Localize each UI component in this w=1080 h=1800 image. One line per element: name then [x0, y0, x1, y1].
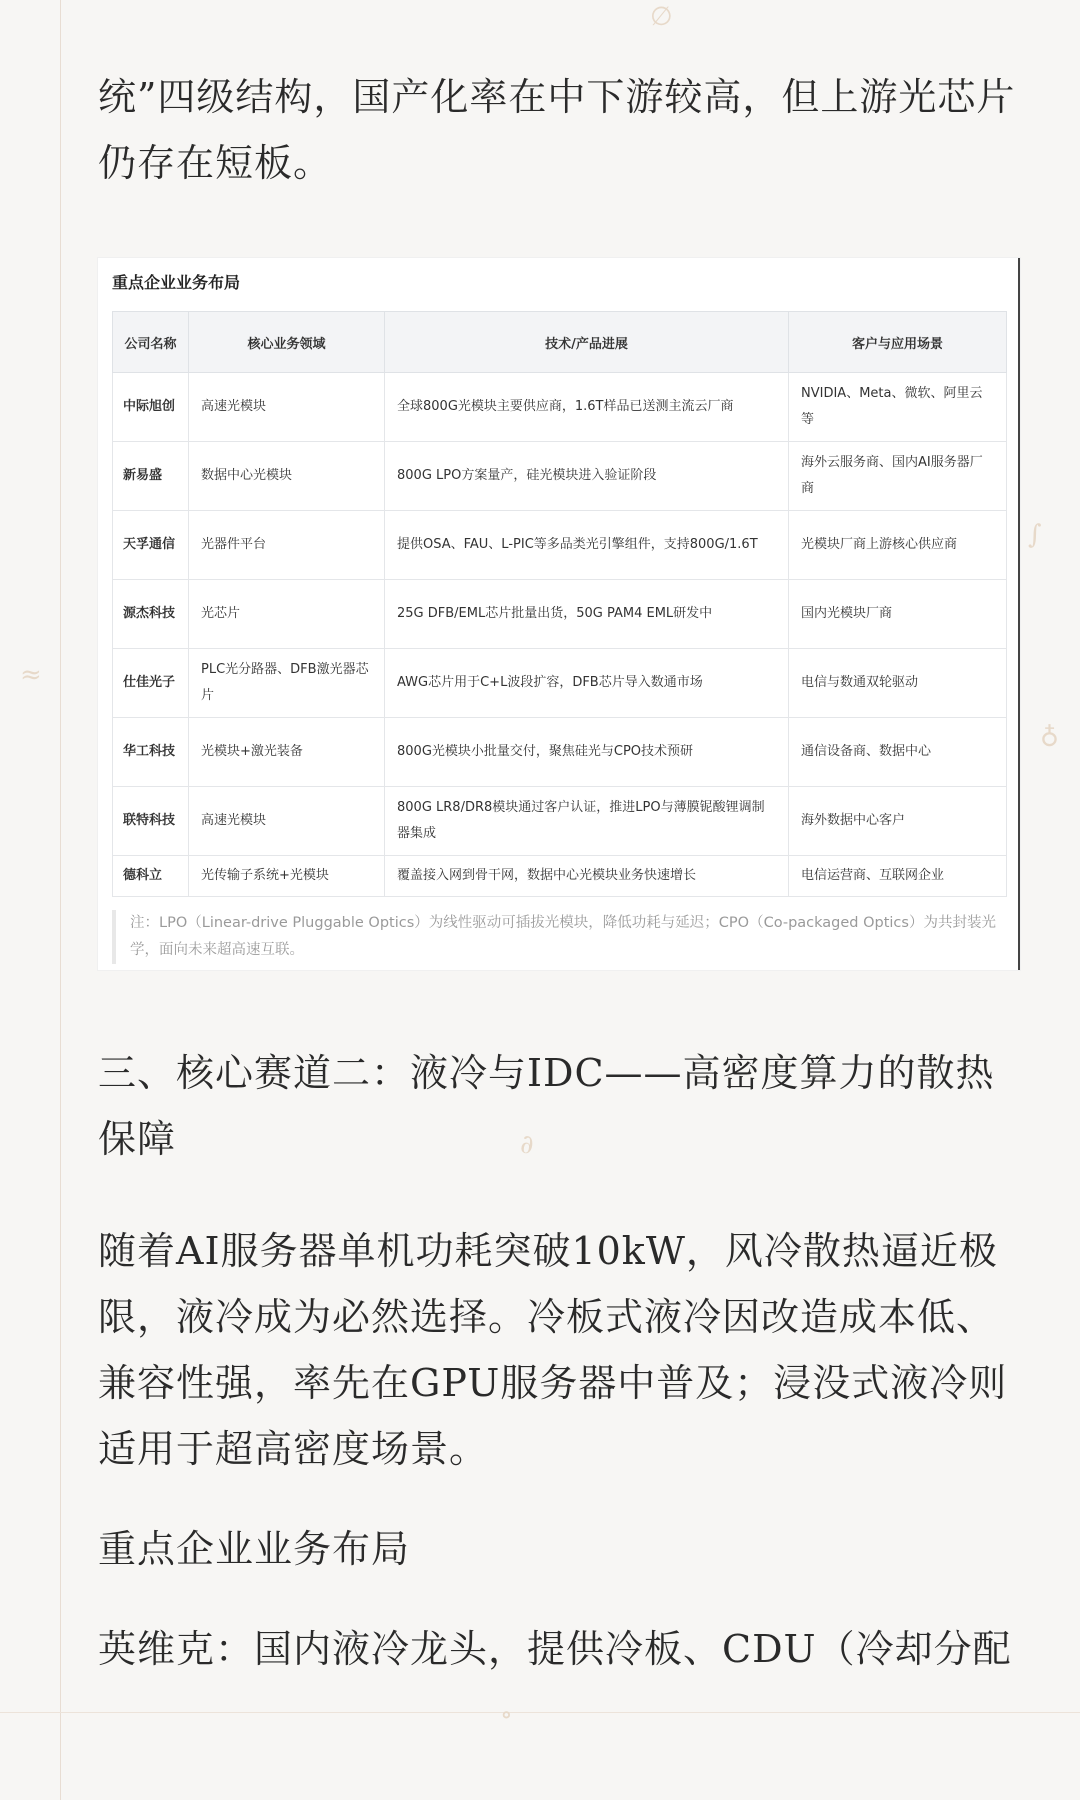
- company-name: 德科立: [113, 856, 189, 897]
- decor-mark: ∂: [520, 1130, 534, 1160]
- company-name: 新易盛: [113, 442, 189, 511]
- product-progress: 800G光模块小批量交付，聚焦硅光与CPO技术预研: [385, 718, 789, 787]
- company-name: 联特科技: [113, 787, 189, 856]
- table-row: [113, 373, 1007, 442]
- business-field: 光模块+激光装备: [189, 718, 385, 787]
- decor-mark: ∫: [1028, 520, 1042, 550]
- table-row: [113, 718, 1007, 787]
- customers: 海外云服务商、国内AI服务器厂商: [789, 442, 1007, 511]
- table-header-row: [113, 312, 1007, 373]
- table-row: [113, 511, 1007, 580]
- intro-paragraph: 统”四级结构，国产化率在中下游较高，但上游光芯片仍存在短板。: [98, 75, 1016, 185]
- business-field: 光器件平台: [189, 511, 385, 580]
- column-header-customers: 客户与应用场景: [789, 312, 1007, 373]
- company-name: 仕佳光子: [113, 649, 189, 718]
- section-heading: 三、核心赛道二：液冷与IDC——高密度算力的散热保障: [98, 1051, 995, 1161]
- column-header-progress: 技术/产品进展: [385, 312, 789, 373]
- subheading: 重点企业业务布局: [98, 1527, 411, 1571]
- business-field: 光传输子系统+光模块: [189, 856, 385, 897]
- customers: NVIDIA、Meta、微软、阿里云等: [789, 373, 1007, 442]
- column-header-field: 核心业务领域: [189, 312, 385, 373]
- table-row: [113, 649, 1007, 718]
- table-row: [113, 787, 1007, 856]
- product-progress: 800G LR8/DR8模块通过客户认证，推进LPO与薄膜铌酸锂调制器集成: [385, 787, 789, 856]
- product-progress: 25G DFB/EML芯片批量出货，50G PAM4 EML研发中: [385, 580, 789, 649]
- company-name: 中际旭创: [113, 373, 189, 442]
- company-paragraph: 英维克：国内液冷龙头，提供冷板、CDU（冷却分配: [98, 1627, 1012, 1671]
- business-field: 数据中心光模块: [189, 442, 385, 511]
- customers: 海外数据中心客户: [789, 787, 1007, 856]
- product-progress: AWG芯片用于C+L波段扩容，DFB芯片导入数通市场: [385, 649, 789, 718]
- customers: 国内光模块厂商: [789, 580, 1007, 649]
- customers: 光模块厂商上游核心供应商: [789, 511, 1007, 580]
- product-progress: 全球800G光模块主要供应商，1.6T样品已送测主流云厂商: [385, 373, 789, 442]
- product-progress: 覆盖接入网到骨干网，数据中心光模块业务快速增长: [385, 856, 789, 897]
- page-bottom-divider: [0, 1712, 1080, 1713]
- card-edge: [1018, 258, 1020, 970]
- product-progress: 800G LPO方案量产，硅光模块进入验证阶段: [385, 442, 789, 511]
- customers: 通信设备商、数据中心: [789, 718, 1007, 787]
- decor-mark: ∘: [500, 1700, 513, 1730]
- table-row: [113, 580, 1007, 649]
- business-table: [112, 311, 1007, 897]
- table-footnote: 注：LPO（Linear-drive Pluggable Optics）为线性驱动可插拔光模块，降低功耗与延迟；CPO（Co-packaged Optics）为共封装光学，面向未来超高速互联。: [112, 910, 1006, 964]
- business-field: 高速光模块: [189, 373, 385, 442]
- table-row: [113, 442, 1007, 511]
- liquid-cooling-paragraph: 随着AI服务器单机功耗突破10kW，风冷散热逼近极限，液冷成为必然选择。冷板式液冷因改造成本低、兼容性强，率先在GPU服务器中普及；浸没式液冷则适用于超高密度场景。: [98, 1229, 1008, 1471]
- company-name: 天孚通信: [113, 511, 189, 580]
- business-field: 高速光模块: [189, 787, 385, 856]
- table-title: 重点企业业务布局: [112, 273, 241, 292]
- business-field: PLC光分路器、DFB激光器芯片: [189, 649, 385, 718]
- company-name: 源杰科技: [113, 580, 189, 649]
- page-margin-line: [60, 0, 61, 1800]
- business-layout-table-image: [98, 258, 1020, 970]
- product-progress: 提供OSA、FAU、L-PIC等多品类光引擎组件，支持800G/1.6T: [385, 511, 789, 580]
- business-field: 光芯片: [189, 580, 385, 649]
- decor-mark: ≈: [20, 660, 42, 690]
- decor-mark: ♁: [1040, 720, 1060, 750]
- customers: 电信运营商、互联网企业: [789, 856, 1007, 897]
- decor-mark: ∅: [650, 2, 673, 32]
- table-row: [113, 856, 1007, 897]
- company-name: 华工科技: [113, 718, 189, 787]
- customers: 电信与数通双轮驱动: [789, 649, 1007, 718]
- column-header-company: 公司名称: [113, 312, 189, 373]
